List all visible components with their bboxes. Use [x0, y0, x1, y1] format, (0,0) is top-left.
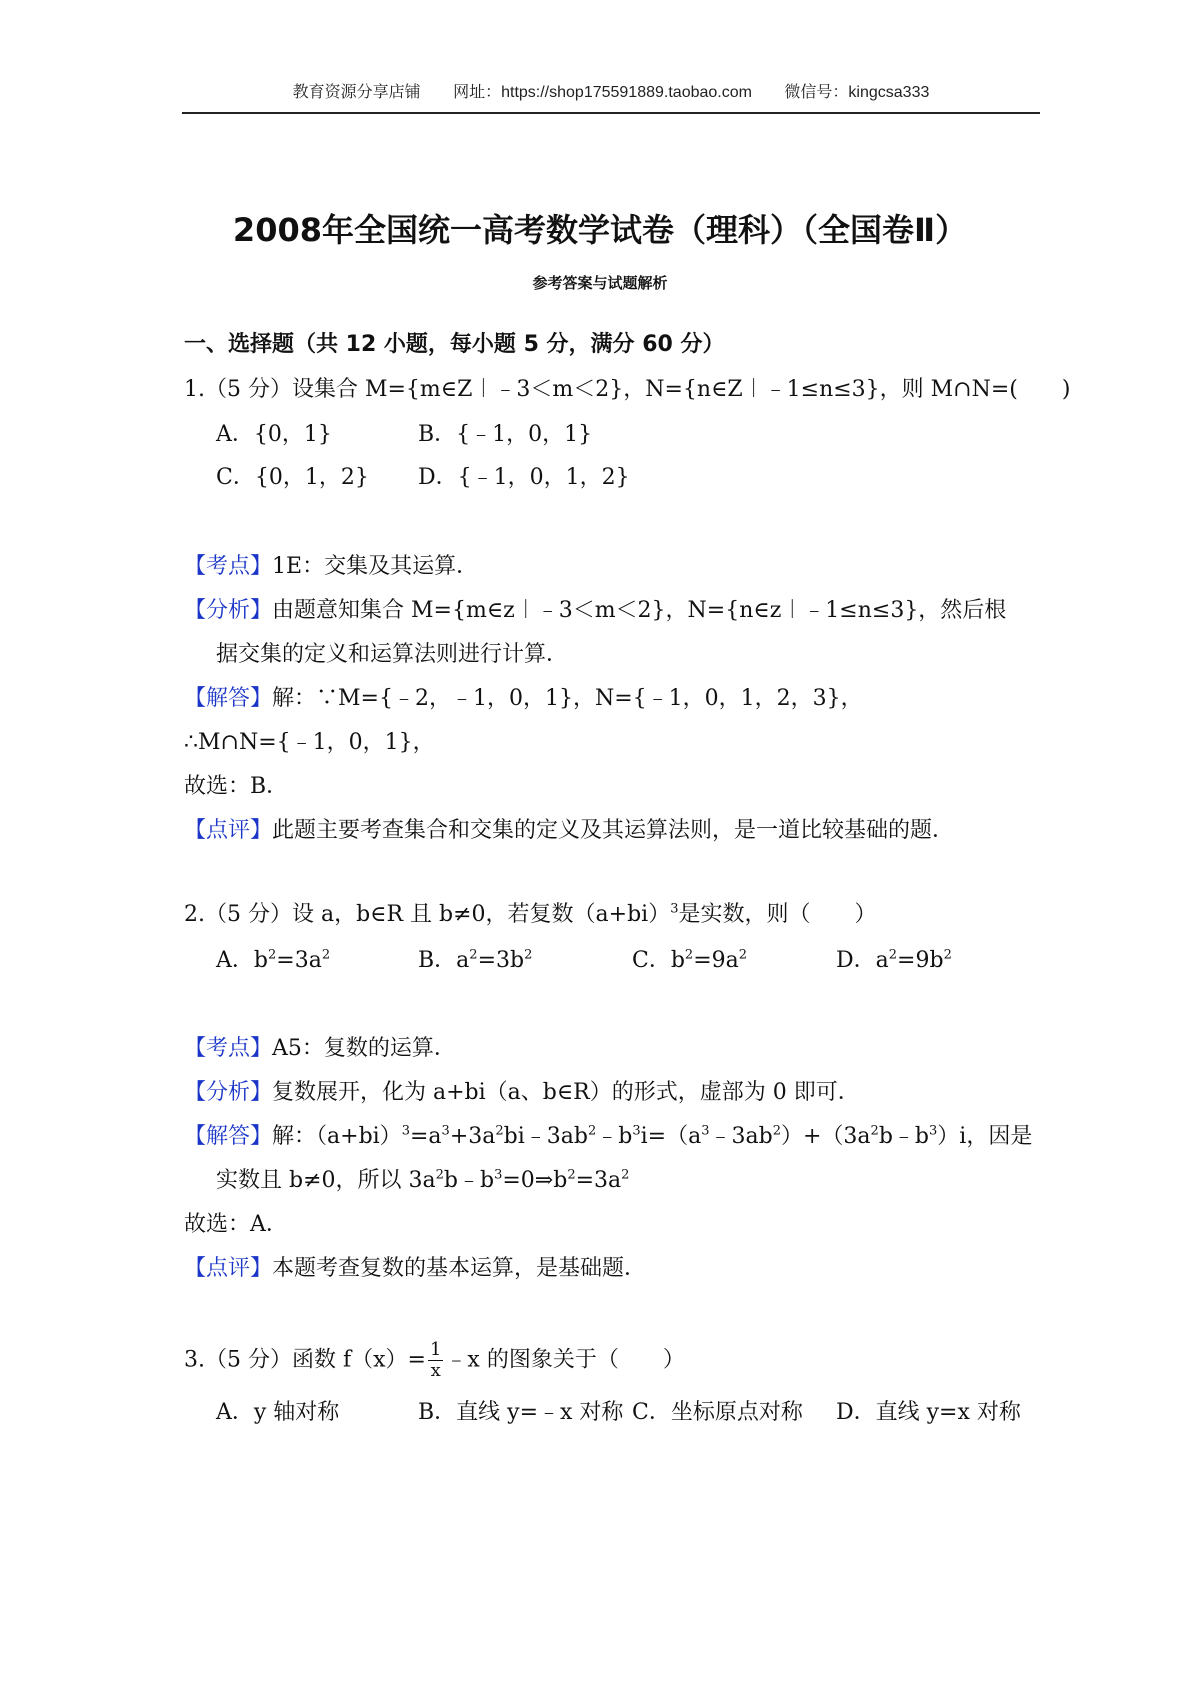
header-shop: 教育资源分享店铺 — [292, 84, 421, 101]
q2-fenxi — [184, 1078, 860, 1108]
q1-option-d: D．{﹣1，0，1，2} — [418, 465, 630, 490]
q2-kaodian-text: A5：复数的运算． — [272, 1036, 456, 1061]
page-title: 2008年全国统一高考数学试卷（理科）（全国卷Ⅱ） — [232, 211, 968, 249]
q2-fenxi-text: 复数展开，化为 a+bi（a、b∈R）的形式，虚部为 0 即可． — [272, 1080, 860, 1105]
q1-kaodian — [184, 552, 478, 582]
q3-stem-pre: 3.（5 分）函数 f（x）= — [184, 1347, 426, 1373]
dianping-tag: 【点评】 — [184, 1256, 273, 1281]
q1-fenxi-text: 由题意知集合 M={m∈z︱﹣3＜m＜2}，N={n∈z︱﹣1≤n≤3}，然后根 — [272, 598, 1007, 623]
q2-dianping-text: 本题考查复数的基本运算，是基础题． — [272, 1256, 647, 1281]
q2-option-d: D．$a^2=9b^2$ — [836, 947, 952, 973]
dianping-tag: 【点评】 — [184, 818, 273, 843]
q1-fenxi — [184, 596, 1006, 626]
q1-option-c: C．{0，1，2} — [216, 465, 369, 490]
jieda-tag: 【解答】 — [184, 686, 273, 711]
q2-stem-sup: 3 — [670, 901, 679, 917]
q2-kaodian — [184, 1034, 456, 1064]
q1-dianping — [184, 816, 954, 846]
fraction-denominator: x — [430, 1360, 441, 1381]
q3-stem — [184, 1340, 685, 1381]
q1-dianping-text: 此题主要考查集合和交集的定义及其运算法则，是一道比较基础的题． — [272, 818, 955, 843]
q2-dianping — [184, 1254, 646, 1284]
fenxi-tag: 【分析】 — [184, 598, 273, 623]
q2-jieda-cont: 实数且 b≠0，所以 $3a^2b﹣b^3=0\Rightarrow b^2=3a^2$ — [216, 1167, 630, 1193]
q1-jieda-cont: ∴M∩N={﹣1，0，1}， — [184, 730, 435, 755]
kaodian-tag: 【考点】 — [184, 1036, 273, 1061]
page-subtitle: 参考答案与试题解析 — [532, 274, 668, 292]
q1-option-b: B．{﹣1，0，1} — [418, 422, 593, 447]
q2-option-c: C．$b^2=9a^2$ — [632, 947, 748, 973]
q3-stem-post: ﹣x 的图象关于（ ） — [445, 1347, 685, 1373]
q3-option-d: D．直线 y=x 对称 — [836, 1400, 1021, 1425]
kaodian-tag: 【考点】 — [184, 554, 273, 579]
q1-answer: 故选：B． — [184, 774, 289, 799]
fraction-numerator: 1 — [429, 1339, 442, 1360]
q1-option-a: A．{0，1} — [216, 422, 332, 447]
q2-answer: 故选：A． — [184, 1212, 288, 1237]
q2-jieda: 【解答】解：$(a+bi)^3=a^3+3a^2bi﹣3ab^2﹣b^3i=(a^3﹣3ab^2)+(3a^2b﹣b^3)i$，因是 — [184, 1123, 1033, 1149]
q3-option-c: C．坐标原点对称 — [632, 1400, 803, 1425]
q1-fenxi-cont: 据交集的定义和运算法则进行计算． — [216, 642, 569, 667]
q1-kaodian-text: 1E：交集及其运算． — [272, 554, 479, 579]
jieda-tag: 【解答】 — [184, 1124, 273, 1149]
fenxi-tag: 【分析】 — [184, 1080, 273, 1105]
q3-option-a: A．y 轴对称 — [216, 1400, 340, 1425]
header-wechat: 微信号：kingcsa333 — [784, 84, 930, 101]
q2-stem — [184, 900, 877, 930]
page-header — [182, 78, 1040, 114]
q1-jieda — [184, 684, 863, 714]
fraction — [428, 1340, 443, 1381]
q1-jieda-text: 解：∵M={﹣2，﹣1，0，1}，N={﹣1，0，1，2，3}， — [272, 686, 863, 711]
section-heading: 一、选择题（共 12 小题，每小题 5 分，满分 60 分） — [184, 332, 725, 357]
q2-stem-text: 2.（5 分）设 a，b∈R 且 b≠0，若复数（a+bi） — [184, 902, 671, 927]
q2-option-a: A．$b^2=3a^2$ — [216, 947, 331, 973]
q3-option-b: B．直线 y=﹣x 对称 — [418, 1400, 624, 1425]
q1-stem: 1.（5 分）设集合 M={m∈Z︱﹣3＜m＜2}，N={n∈Z︱﹣1≤n≤3}，则 M∩N=( ) — [184, 377, 1071, 402]
q2-option-b: B．$a^2=3b^2$ — [418, 947, 533, 973]
header-url: 网址：https://shop175591889.taobao.com — [453, 84, 752, 101]
q2-stem-end: 是实数，则（ ） — [678, 902, 877, 927]
